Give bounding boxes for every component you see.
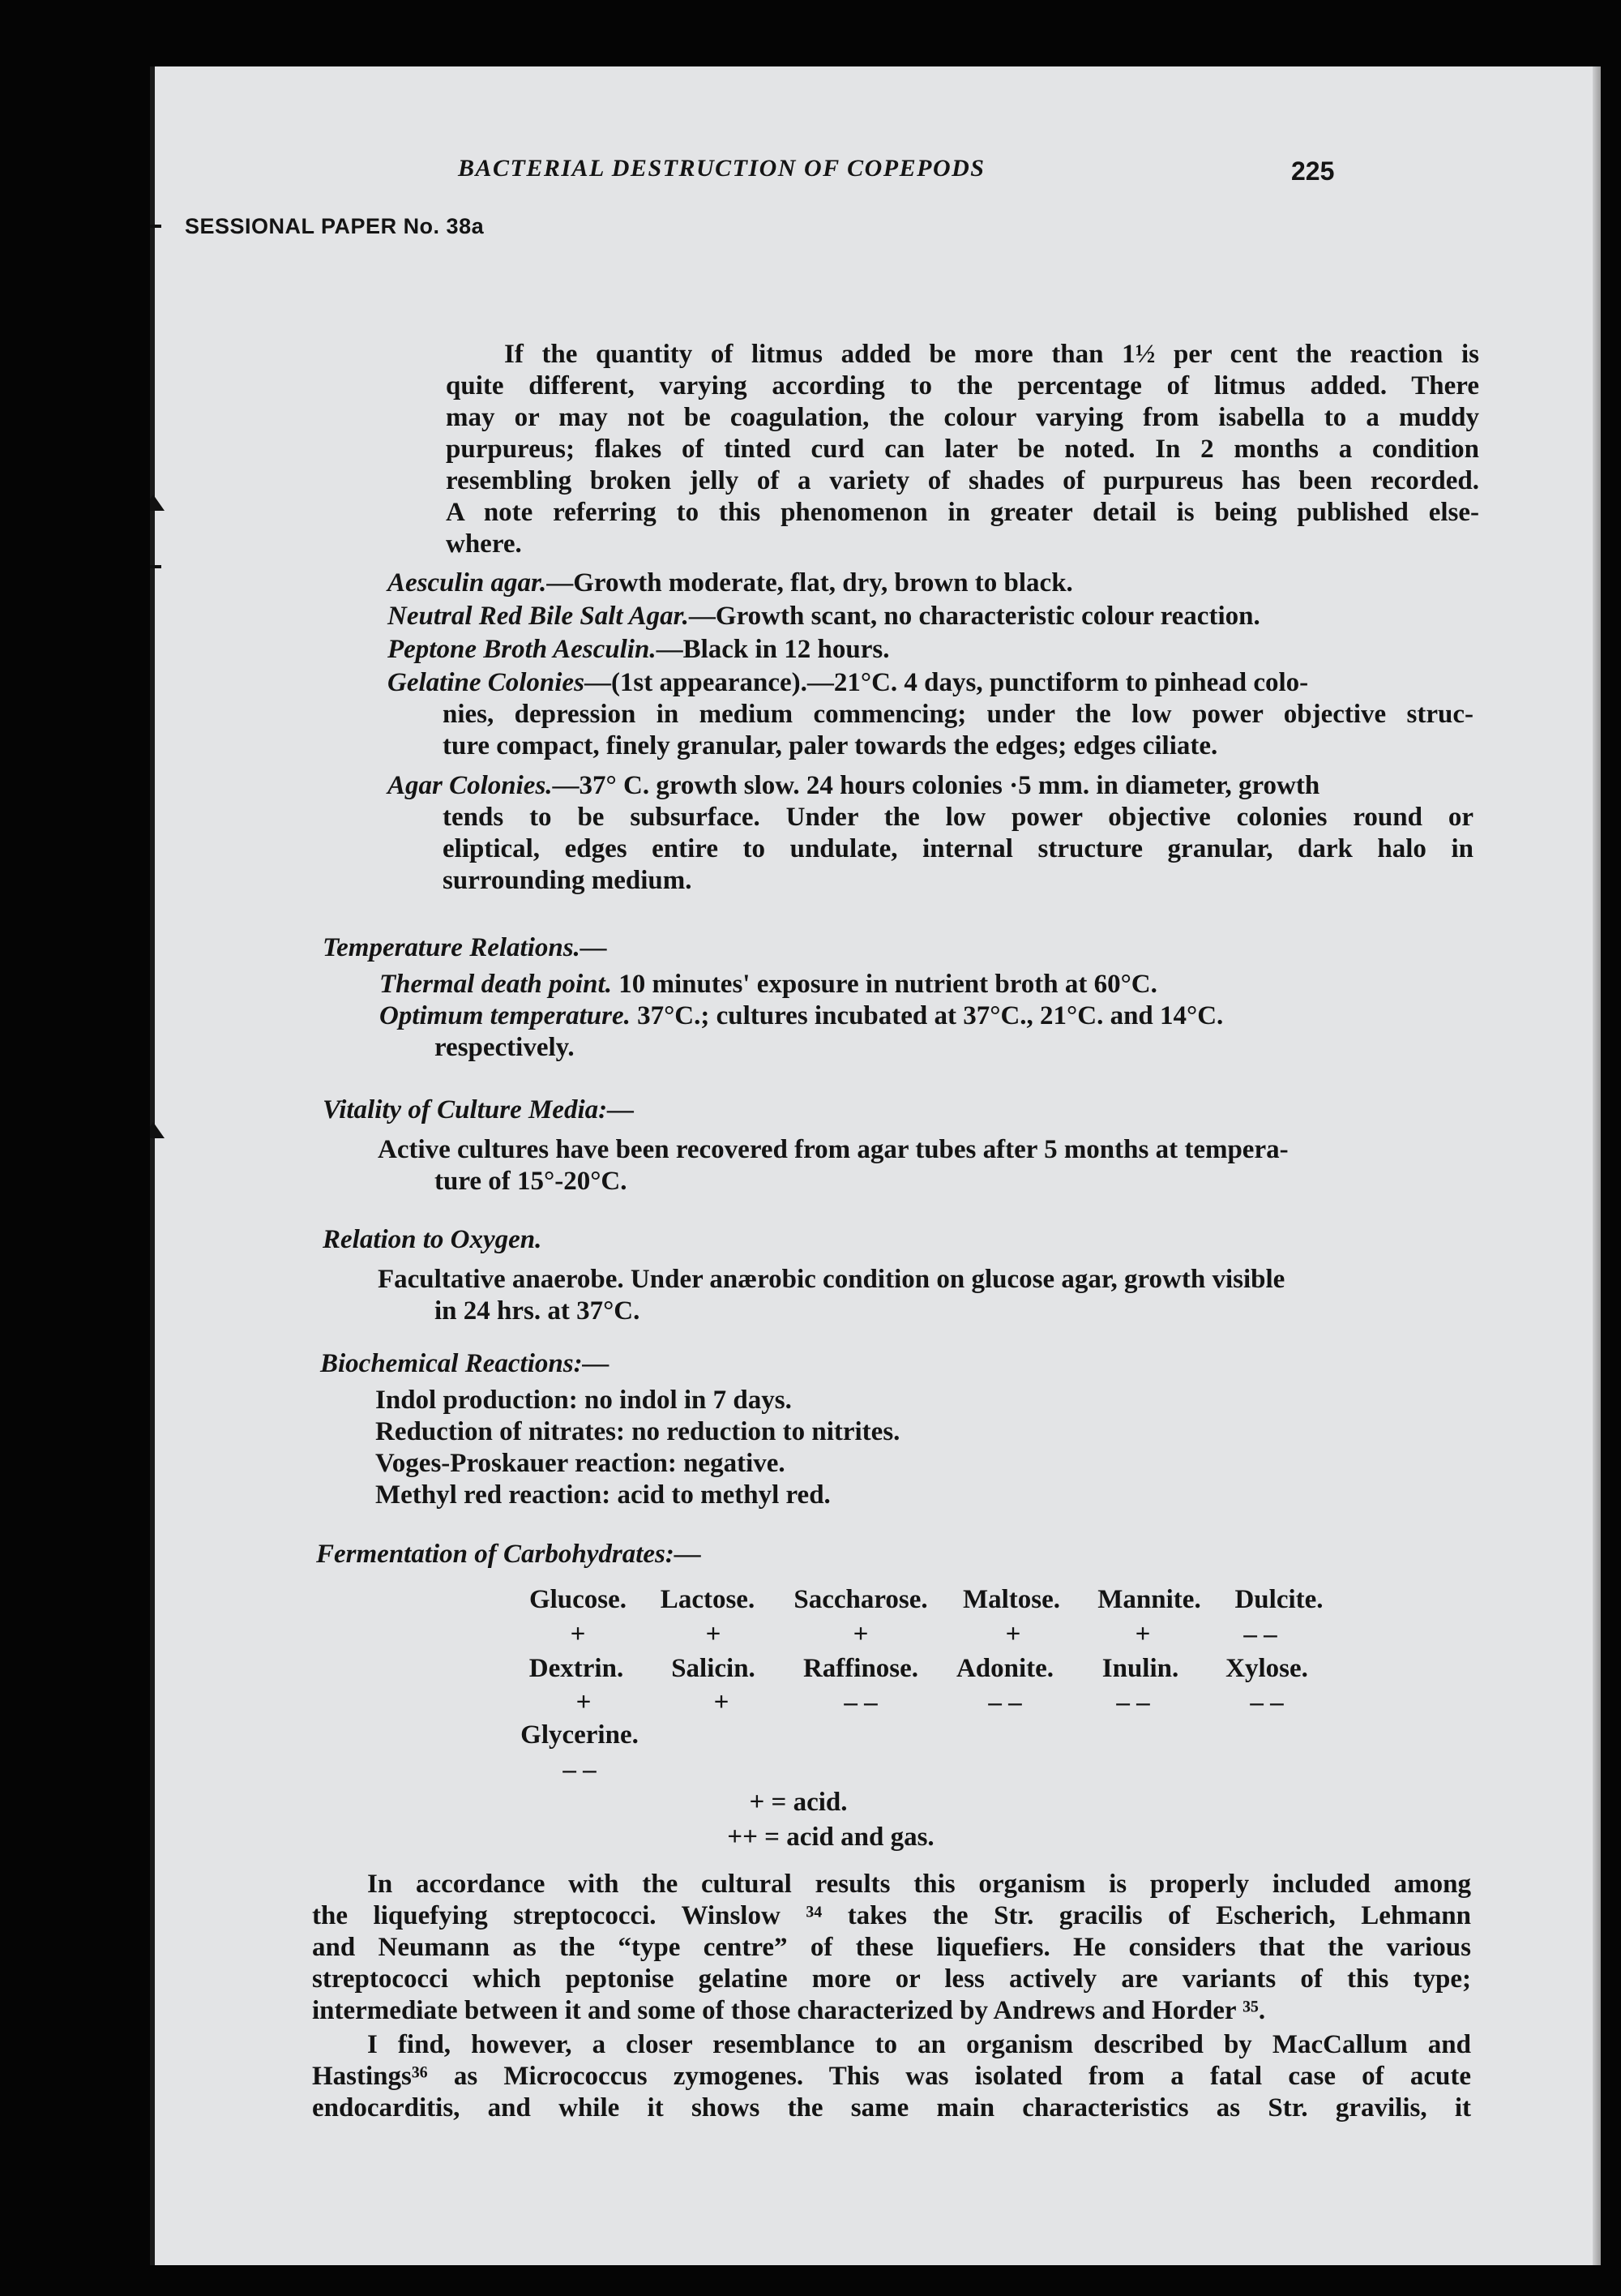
media-entry bbox=[387, 634, 1482, 666]
text-line: I find, however, a closer resemblance to an organism described by MacCallum and bbox=[367, 2030, 1471, 2059]
closing-paragraph-2 bbox=[312, 2029, 1471, 2124]
carbohydrate-name: Inulin. bbox=[1101, 1654, 1179, 1683]
fermentation-result: – – bbox=[1116, 1688, 1150, 1717]
fermentation-result: + bbox=[1005, 1620, 1021, 1649]
text-line: where. bbox=[446, 529, 522, 559]
fermentation-heading-block bbox=[316, 1539, 1475, 1570]
media-text: —Growth moderate, flat, dry, brown to black. bbox=[546, 568, 1073, 598]
fermentation-result: – – bbox=[1243, 1620, 1277, 1649]
media-text: —Growth scant, no characteristic colour reaction. bbox=[688, 602, 1260, 631]
margin-tick-mark bbox=[150, 225, 161, 228]
text-line: Reduction of nitrates: no reduction to nitrites. bbox=[375, 1417, 900, 1446]
text-line: If the quantity of litmus added be more than 1½ per cent the reaction is bbox=[504, 340, 1479, 369]
text-line: A note referring to this phenomenon in greater detail is being published else- bbox=[446, 498, 1479, 527]
carbohydrate-name: Salicin. bbox=[671, 1654, 755, 1683]
text-line: endocarditis, and while it shows the same main characteristics as Str. gravilis, it bbox=[312, 2093, 1471, 2123]
text-line: and Neumann as the “type centre” of these liquefiers. He considers that the various bbox=[312, 1933, 1471, 1962]
fermentation-result: – – bbox=[562, 1755, 597, 1784]
media-label: Peptone Broth Aesculin. bbox=[387, 635, 657, 664]
thermal-text: 10 minutes' exposure in nutrient broth at 60°C. bbox=[611, 970, 1157, 999]
media-label: Aesculin agar. bbox=[387, 568, 547, 598]
media-text: —37° C. growth slow. 24 hours colonies ·5 mm. in diameter, growth bbox=[552, 771, 1320, 800]
carbohydrate-name: Maltose. bbox=[962, 1585, 1061, 1614]
text-line: tends to be subsurface. Under the low power objective colonies round or bbox=[443, 803, 1473, 832]
carbohydrate-name: Saccharose. bbox=[793, 1585, 928, 1614]
text-line: Active cultures have been recovered from agar tubes after 5 months at tempera- bbox=[378, 1135, 1289, 1164]
media-entry bbox=[387, 568, 1482, 599]
temperature-section bbox=[323, 932, 1482, 1064]
thermal-label: Thermal death point. bbox=[379, 970, 612, 999]
fermentation-result: + bbox=[570, 1620, 586, 1649]
text-line: nies, depression in medium commencing; under the low power objective struc- bbox=[443, 700, 1473, 729]
fermentation-result: + bbox=[575, 1688, 592, 1717]
text-line: the liquefying streptococci. Winslow ³⁴ takes the Str. gracilis of Escherich, Lehmann bbox=[312, 1901, 1471, 1930]
optimum-label: Optimum temperature. bbox=[379, 1001, 631, 1030]
media-label: Agar Colonies. bbox=[387, 771, 553, 800]
page-edge bbox=[1593, 66, 1601, 2265]
text-line: streptococci which peptonise gelatine more or less actively are variants of this type; bbox=[312, 1964, 1471, 1994]
carbohydrate-name: Adonite. bbox=[956, 1654, 1054, 1683]
agar-entry bbox=[387, 770, 1482, 802]
text-line: quite different, varying according to the percentage of litmus added. There bbox=[446, 371, 1479, 401]
section-heading: Relation to Oxygen. bbox=[323, 1225, 542, 1254]
text-line: intermediate between it and some of those characterized by Andrews and Horder ³⁵. bbox=[312, 1996, 1266, 2025]
carbohydrate-name: Glucose. bbox=[528, 1585, 627, 1614]
margin-tick-mark bbox=[150, 565, 161, 568]
carbohydrate-name: Raffinose. bbox=[802, 1654, 919, 1683]
biochemical-section bbox=[320, 1348, 1479, 1511]
text-line: Methyl red reaction: acid to methyl red. bbox=[375, 1480, 831, 1510]
fermentation-result: + bbox=[705, 1620, 721, 1649]
media-text: —(1st appearance).—21°C. 4 days, punctiform to pinhead colo- bbox=[584, 668, 1309, 697]
litmus-paragraph bbox=[446, 339, 1479, 560]
fermentation-result: – – bbox=[1250, 1688, 1284, 1717]
carbohydrate-name: Lactose. bbox=[660, 1585, 755, 1614]
legend-acid: + = acid. bbox=[749, 1788, 848, 1817]
media-label: Neutral Red Bile Salt Agar. bbox=[387, 602, 689, 631]
carbohydrate-name: Mannite. bbox=[1097, 1585, 1201, 1614]
running-title: BACTERIAL DESTRUCTION OF COPEPODS bbox=[458, 155, 986, 182]
text-line: surrounding medium. bbox=[443, 866, 692, 895]
text-line: Voges-Proskauer reaction: negative. bbox=[375, 1449, 785, 1478]
text-line: purpureus; flakes of tinted curd can later be noted. In 2 months a condition bbox=[446, 435, 1479, 464]
text-line: ture compact, finely granular, paler towards the edges; edges ciliate. bbox=[443, 731, 1218, 760]
sessional-paper-label: SESSIONAL PAPER No. 38a bbox=[185, 214, 485, 238]
optimum-text: 37°C.; cultures incubated at 37°C., 21°C. and 14°C. bbox=[630, 1001, 1224, 1030]
carbohydrate-name: Glycerine. bbox=[520, 1720, 639, 1750]
fermentation-result: – – bbox=[988, 1688, 1022, 1717]
text-line: resembling broken jelly of a variety of shades of purpureus has been recorded. bbox=[446, 466, 1479, 495]
text-line: Hastings³⁶ as Micrococcus zymogenes. This was isolated from a fatal case of acute bbox=[312, 2062, 1471, 2091]
fermentation-result: + bbox=[1135, 1620, 1151, 1649]
fermentation-result: – – bbox=[844, 1688, 878, 1717]
binding-edge bbox=[150, 66, 155, 2265]
section-heading: Biochemical Reactions:— bbox=[320, 1349, 609, 1378]
media-list bbox=[387, 568, 1482, 897]
text-line: may or may not be coagulation, the colour varying from isabella to a muddy bbox=[446, 403, 1479, 432]
media-text: —Black in 12 hours. bbox=[656, 635, 890, 664]
legend-acid-gas: ++ = acid and gas. bbox=[727, 1823, 935, 1852]
text-line: Facultative anaerobe. Under anærobic condition on glucose agar, growth visible bbox=[378, 1265, 1285, 1294]
media-entry bbox=[387, 667, 1482, 699]
media-label: Gelatine Colonies bbox=[387, 668, 584, 697]
margin-arrow-mark bbox=[150, 1122, 165, 1138]
section-heading: Temperature Relations.— bbox=[323, 933, 607, 962]
section-heading: Vitality of Culture Media:— bbox=[323, 1095, 635, 1124]
closing-paragraph-1 bbox=[312, 1869, 1471, 2027]
text-line: in 24 hrs. at 37°C. bbox=[434, 1296, 640, 1326]
carbohydrate-name: Xylose. bbox=[1225, 1654, 1308, 1683]
vitality-section bbox=[323, 1094, 1482, 1197]
carbohydrate-name: Dulcite. bbox=[1234, 1585, 1324, 1614]
carbohydrate-name: Dextrin. bbox=[528, 1654, 624, 1683]
text-line: respectively. bbox=[434, 1033, 575, 1062]
fermentation-result: + bbox=[853, 1620, 869, 1649]
text-line: Indol production: no indol in 7 days. bbox=[375, 1386, 792, 1415]
text-line: eliptical, edges entire to undulate, internal structure granular, dark halo in bbox=[443, 834, 1473, 863]
page-number: 225 bbox=[1291, 156, 1335, 186]
margin-arrow-mark bbox=[150, 495, 165, 511]
section-heading: Fermentation of Carbohydrates:— bbox=[316, 1540, 701, 1569]
text-line: ture of 15°-20°C. bbox=[434, 1167, 627, 1196]
oxygen-section bbox=[323, 1224, 1482, 1327]
media-entry bbox=[387, 601, 1482, 632]
text-line: In accordance with the cultural results this organism is properly included among bbox=[367, 1870, 1471, 1899]
fermentation-result: + bbox=[713, 1688, 729, 1717]
